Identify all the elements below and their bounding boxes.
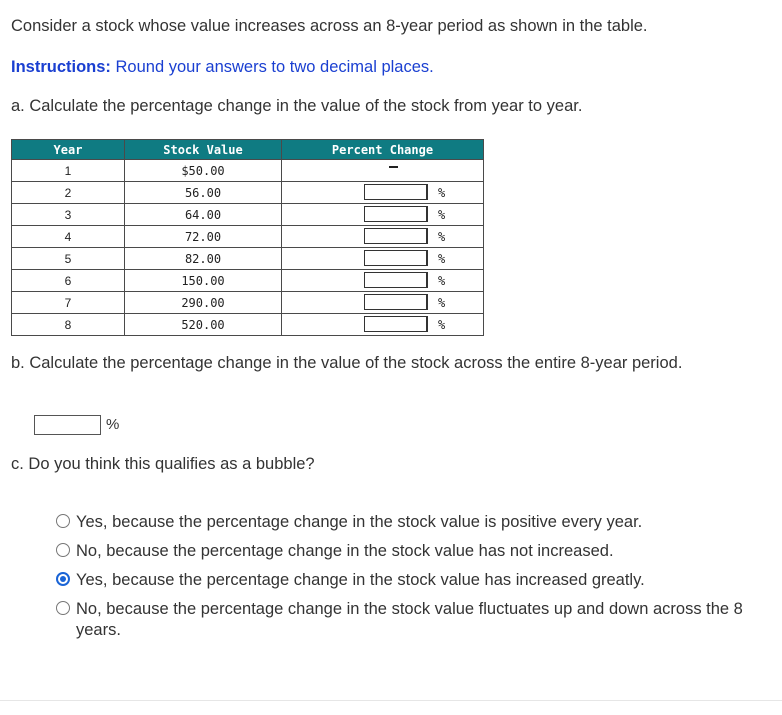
percent-cell [282,204,484,226]
option-label: No, because the percentage change in the stock value has not increased. [76,542,614,560]
total-percent-symbol: % [106,416,120,433]
percent-symbol: % [438,230,446,244]
header-year: Year [12,140,125,160]
percent-input[interactable] [364,316,428,332]
radio-button[interactable] [56,543,70,557]
option-label: Yes, because the percentage change in the stock value has increased greatly. [76,571,645,589]
value-cell: 290.00 [125,292,282,314]
question-b: b. Calculate the percentage change in the value of the stock across the entire 8-year period. [11,354,683,372]
option-yes-positive[interactable] [56,512,756,533]
option-yes-increased-greatly[interactable] [56,570,756,591]
footer-divider [0,700,782,701]
instructions [11,58,434,77]
percent-cell [282,226,484,248]
instructions-text: Round your answers to two decimal places. [110,58,434,76]
percent-symbol: % [438,186,446,200]
table-row [12,182,484,204]
value-cell: $50.00 [125,160,282,182]
percent-input[interactable] [364,250,428,266]
percent-cell [282,270,484,292]
bubble-options [56,512,756,649]
year-cell: 8 [12,314,125,336]
percent-cell [282,160,484,182]
percent-input[interactable] [364,294,428,310]
value-cell: 520.00 [125,314,282,336]
percent-symbol: % [438,296,446,310]
option-no-fluctuates[interactable] [56,599,756,641]
percent-symbol: % [438,274,446,288]
percent-symbol: % [438,208,446,222]
year-cell: 6 [12,270,125,292]
option-no-not-increased[interactable] [56,541,756,562]
year-cell: 4 [12,226,125,248]
percent-cell [282,292,484,314]
radio-button-selected[interactable] [56,572,70,586]
intro-text: Consider a stock whose value increases across an 8-year period as shown in the table. [11,17,648,35]
instructions-label: Instructions: [11,58,111,76]
year-cell: 7 [12,292,125,314]
stock-table [11,139,484,336]
dash-mark [389,166,398,168]
percent-input[interactable] [364,228,428,244]
percent-symbol: % [438,252,446,266]
year-cell: 2 [12,182,125,204]
radio-button[interactable] [56,601,70,615]
header-stock-value: Stock Value [125,140,282,160]
percent-cell [282,248,484,270]
value-cell: 82.00 [125,248,282,270]
table-row [12,270,484,292]
value-cell: 150.00 [125,270,282,292]
percent-symbol: % [438,318,446,332]
percent-input[interactable] [364,206,428,222]
percent-cell [282,314,484,336]
table-row [12,226,484,248]
percent-input[interactable] [364,184,428,200]
year-cell: 1 [12,160,125,182]
value-cell: 56.00 [125,182,282,204]
option-label: No, because the percentage change in the stock value fluctuates up and down across the 8 years. [76,600,743,639]
table-row [12,314,484,336]
table-row [12,160,484,182]
table-header-row [12,140,484,160]
table-row [12,248,484,270]
question-a: a. Calculate the percentage change in the value of the stock from year to year. [11,97,583,115]
value-cell: 64.00 [125,204,282,226]
radio-button[interactable] [56,514,70,528]
option-label: Yes, because the percentage change in the stock value is positive every year. [76,513,643,531]
percent-input[interactable] [364,272,428,288]
table-row [12,292,484,314]
value-cell: 72.00 [125,226,282,248]
table-row [12,204,484,226]
percent-cell [282,182,484,204]
total-percent-input[interactable] [34,415,101,435]
header-percent-change: Percent Change [282,140,484,160]
year-cell: 5 [12,248,125,270]
question-c: c. Do you think this qualifies as a bubble? [11,455,315,473]
year-cell: 3 [12,204,125,226]
